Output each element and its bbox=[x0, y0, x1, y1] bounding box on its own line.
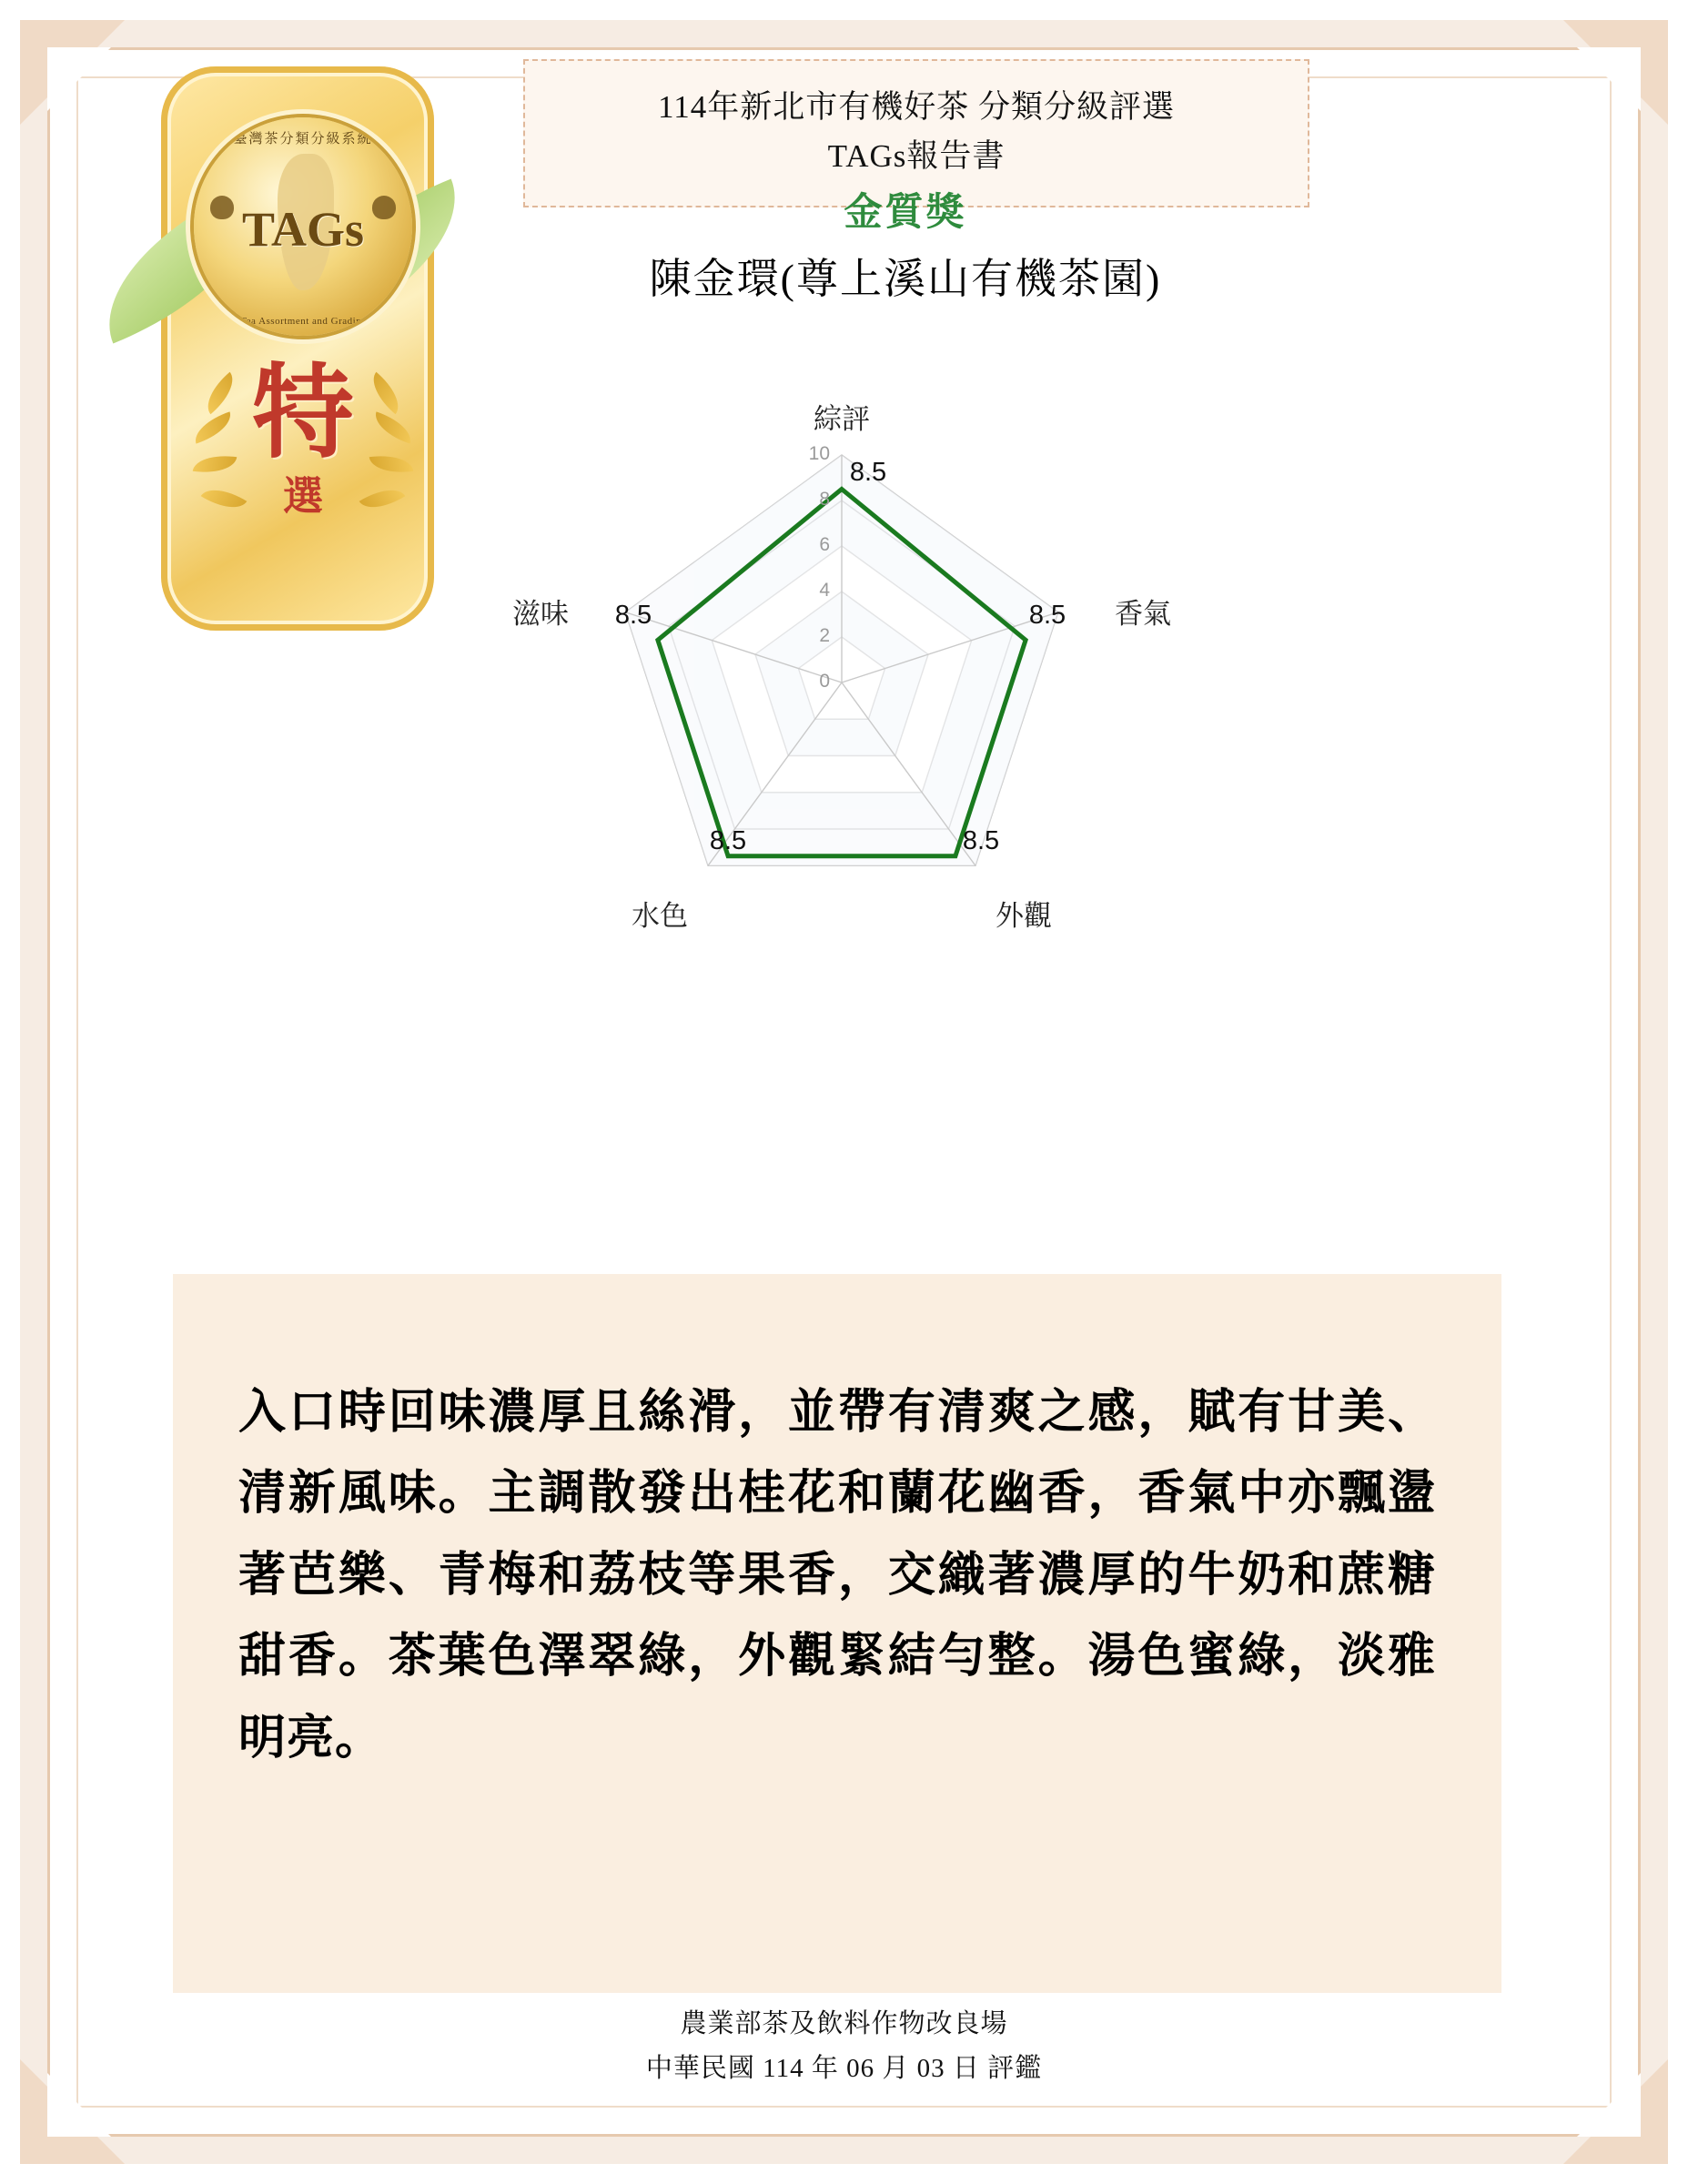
winner-name: 陳金環(尊上溪山有機茶園) bbox=[649, 256, 1162, 302]
radar-value-appearance: 8.5 bbox=[962, 826, 1000, 855]
seal-badge bbox=[203, 358, 403, 571]
document-footer bbox=[86, 2002, 1602, 2092]
radar-label-aroma: 香氣 bbox=[1115, 598, 1171, 630]
radar-label-appearance: 外觀 bbox=[996, 900, 1052, 932]
radar-label-liquor-color: 水色 bbox=[632, 900, 688, 932]
radar-chart bbox=[387, 387, 1297, 1106]
radar-tick-0: 0 bbox=[819, 671, 830, 692]
radar-value-overall: 8.5 bbox=[849, 458, 887, 487]
document-content bbox=[86, 86, 1602, 2098]
footer-organization: 農業部茶及飲料作物改良場 bbox=[680, 2009, 1008, 2038]
evaluation-comment-text: 入口時回味濃厚且絲滑，並帶有清爽之感，賦有甘美、清新風味。主調散發出桂花和蘭花幽香，香氣中亦飄盪著芭樂、青梅和荔枝等果香，交織著濃厚的牛奶和蔗糖甜香。茶葉色澤翠綠，外觀緊結勻整。湯色蜜綠，淡雅明亮。 bbox=[238, 1387, 1436, 1764]
radar-tick-2: 2 bbox=[819, 625, 830, 646]
seal-ring-text-top: 臺灣茶分類分級系統 bbox=[233, 132, 373, 147]
badge-main-character: 特 bbox=[252, 358, 354, 470]
radar-label-taste: 滋味 bbox=[512, 598, 569, 630]
radar-tick-4: 4 bbox=[819, 580, 830, 601]
report-title-line-1: 114年新北市有機好茶 分類分級評選 bbox=[658, 89, 1175, 125]
evaluation-comment-box bbox=[173, 1274, 1501, 1993]
radar-value-taste: 8.5 bbox=[614, 601, 652, 630]
seal-acronym: TAGs bbox=[241, 202, 365, 257]
award-level: 金質獎 bbox=[844, 192, 967, 234]
radar-tick-6: 6 bbox=[819, 534, 830, 555]
seal-emblem bbox=[194, 117, 412, 336]
radar-value-aroma: 8.5 bbox=[1028, 601, 1066, 630]
wreath-icon-left bbox=[197, 378, 252, 541]
seal-ring-text-bottom: Taiwan Tea Assortment and Grading system bbox=[205, 316, 401, 327]
radar-chart-svg bbox=[387, 387, 1297, 1106]
footer-date: 中華民國 114 年 06 月 03 日 評鑑 bbox=[645, 2054, 1043, 2084]
badge-sub-character: 選 bbox=[283, 473, 323, 519]
radar-label-overall: 綜評 bbox=[814, 403, 870, 435]
radar-value-liquor-color: 8.5 bbox=[709, 826, 747, 855]
radar-tick-8: 8 bbox=[819, 489, 830, 510]
radar-tick-10: 10 bbox=[808, 443, 830, 464]
report-title-line-2: TAGs報告書 bbox=[827, 138, 1006, 175]
